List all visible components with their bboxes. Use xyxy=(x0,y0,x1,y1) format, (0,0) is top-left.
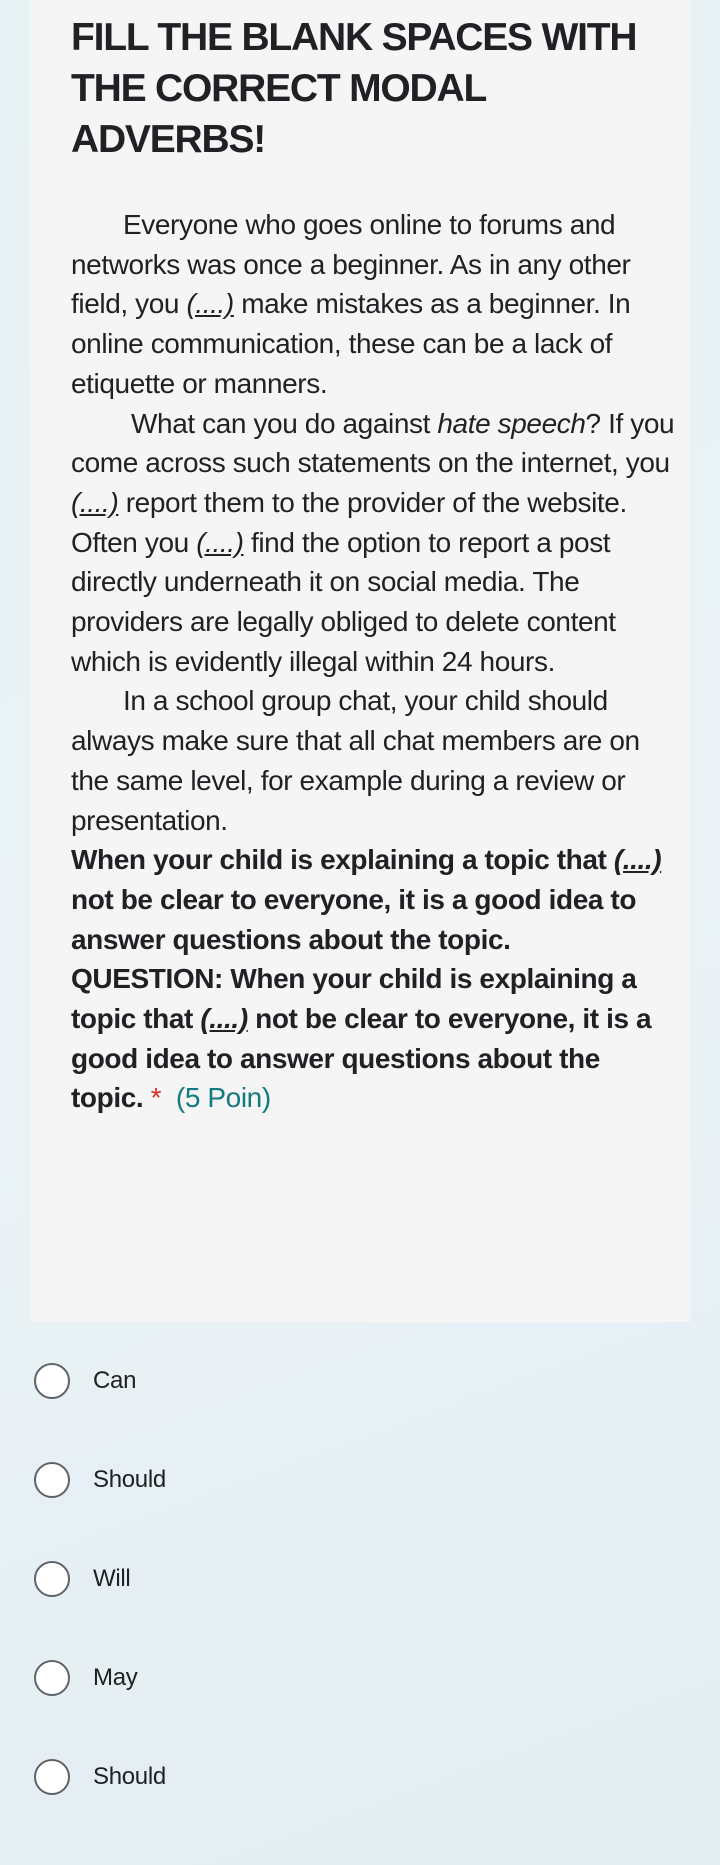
option-should-2[interactable] xyxy=(34,1755,166,1799)
option-label: Should xyxy=(93,1466,166,1493)
option-will[interactable] xyxy=(34,1557,130,1601)
question-card xyxy=(30,0,690,1322)
option-can[interactable] xyxy=(34,1359,136,1403)
text: In a school group chat, your child should always make sure that all chat members are on the same level, for example during a review or presentation. xyxy=(71,685,640,836)
blank: (....) xyxy=(196,526,244,558)
text: make mistakes as a beginner. In online communication, these can be a lack of etiquette or manners. xyxy=(71,288,631,399)
paragraph-4 xyxy=(71,840,676,959)
text: find the option to report a post directly underneath it on social media. The providers are legally obliged to delete content which is evidently illegal within 24 hours. xyxy=(71,526,616,677)
question-text xyxy=(71,959,676,1118)
radio-button[interactable] xyxy=(34,1363,70,1399)
option-may[interactable] xyxy=(34,1656,137,1700)
points-label: (5 Poin) xyxy=(175,1082,271,1114)
required-asterisk: * xyxy=(150,1082,162,1114)
paragraph-1 xyxy=(71,205,676,404)
text: Everyone who goes online to forums and networks was once a beginner. As in any other field, you xyxy=(71,209,631,320)
blank: (....) xyxy=(200,1003,248,1035)
text: ? If you come across such statements on the internet, you xyxy=(71,407,675,479)
option-should[interactable] xyxy=(34,1458,166,1502)
blank: (....) xyxy=(71,486,119,518)
radio-button[interactable] xyxy=(34,1561,70,1597)
text: not be clear to everyone, it is a good idea to answer questions about the topic. xyxy=(71,1003,652,1114)
text: not be clear to everyone, it is a good idea to answer questions about the topic. xyxy=(71,883,637,955)
question-title: FILL THE BLANK SPACES WITH THE CORRECT MODAL ADVERBS! xyxy=(71,16,637,161)
question-body xyxy=(71,205,676,1118)
blank: (....) xyxy=(186,288,234,320)
radio-button[interactable] xyxy=(34,1462,70,1498)
option-label: Can xyxy=(93,1367,137,1394)
text: QUESTION: When your child is explaining a topic that xyxy=(71,963,637,1035)
option-label: May xyxy=(93,1664,138,1691)
radio-button[interactable] xyxy=(34,1660,70,1696)
option-label: Should xyxy=(93,1763,166,1790)
option-label: Will xyxy=(93,1565,131,1592)
paragraph-3 xyxy=(71,681,676,840)
blank: (....) xyxy=(613,844,662,876)
text: report them to the provider of the website. Often you xyxy=(71,486,627,558)
emphasis-text: hate speech xyxy=(437,407,586,439)
text: When your child is explaining a topic that xyxy=(71,844,614,876)
text: What can you do against xyxy=(131,407,438,439)
paragraph-2 xyxy=(71,404,676,682)
radio-button[interactable] xyxy=(34,1759,70,1795)
